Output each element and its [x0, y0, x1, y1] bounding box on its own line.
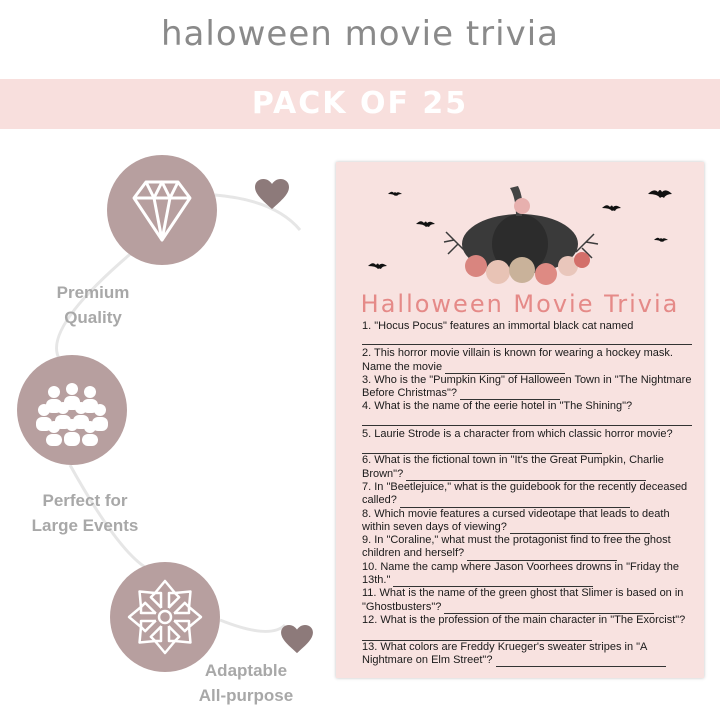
feature-label-quality: Premium Quality [56, 283, 130, 327]
answer-line[interactable] [362, 333, 692, 345]
question-item: 5. Laurie Strode is a character from which classic horror movie? [362, 428, 692, 455]
feature-circle-events [17, 355, 127, 465]
question-item: 13. What colors are Freddy Krueger's sweater stripes in "A Nightmare on Elm Street"? [362, 641, 692, 668]
question-item: 6. What is the fictional town in "It's the Great Pumpkin, Charlie Brown"? [362, 454, 664, 480]
card-title: Halloween Movie Trivia [360, 290, 680, 318]
feature-circle-adaptable [110, 562, 220, 672]
question-item: 11. What is the name of the green ghost that Slimer is based on in "Ghostbusters"? [362, 587, 684, 613]
question-item: 8. Which movie features a cursed videotape that leads to death within seven days of viewing? [362, 507, 670, 533]
question-list [362, 320, 692, 667]
heart-icon [280, 624, 314, 654]
question-item: 4. What is the name of the eerie hotel in "The Shining"? [362, 400, 692, 425]
feature-circle-quality [107, 155, 217, 265]
diamond-icon [122, 170, 202, 250]
question-item: 1. "Hocus Pocus" features an immortal black cat named [362, 320, 692, 345]
answer-line[interactable] [362, 414, 692, 426]
question-item: 7. In "Beetlejuice," what is the guidebook for the recently deceased called? [362, 480, 688, 507]
trivia-card [336, 162, 704, 678]
question-item: 2. This horror movie villain is known for wearing a hockey mask. Name the movie [362, 347, 673, 373]
answer-line[interactable] [496, 666, 666, 667]
feature-label-events: Perfect for Large Events [31, 491, 139, 535]
page-title: haloween movie trivia [160, 14, 559, 54]
crowd-icon [32, 370, 112, 450]
pack-band-text: PACK OF 25 [251, 86, 469, 121]
question-item: 12. What is the profession of the main character in "The Exorcist"? [362, 614, 692, 641]
question-item: 9. In "Coraline," what must the protagonist find to free the ghost children and herself? [362, 534, 671, 560]
question-item: 10. Name the camp where Jason Voorhees drowns in "Friday the 13th." [362, 560, 679, 587]
question-item: 3. Who is the "Pumpkin King" of Halloween Town in "The Nightmare Before Christmas"? [362, 373, 692, 400]
arrows-burst-icon [125, 577, 205, 657]
feature-label-adaptable: Adaptable All-purpose [198, 661, 294, 705]
heart-icon [254, 178, 290, 210]
pumpkin-illustration [336, 162, 704, 292]
